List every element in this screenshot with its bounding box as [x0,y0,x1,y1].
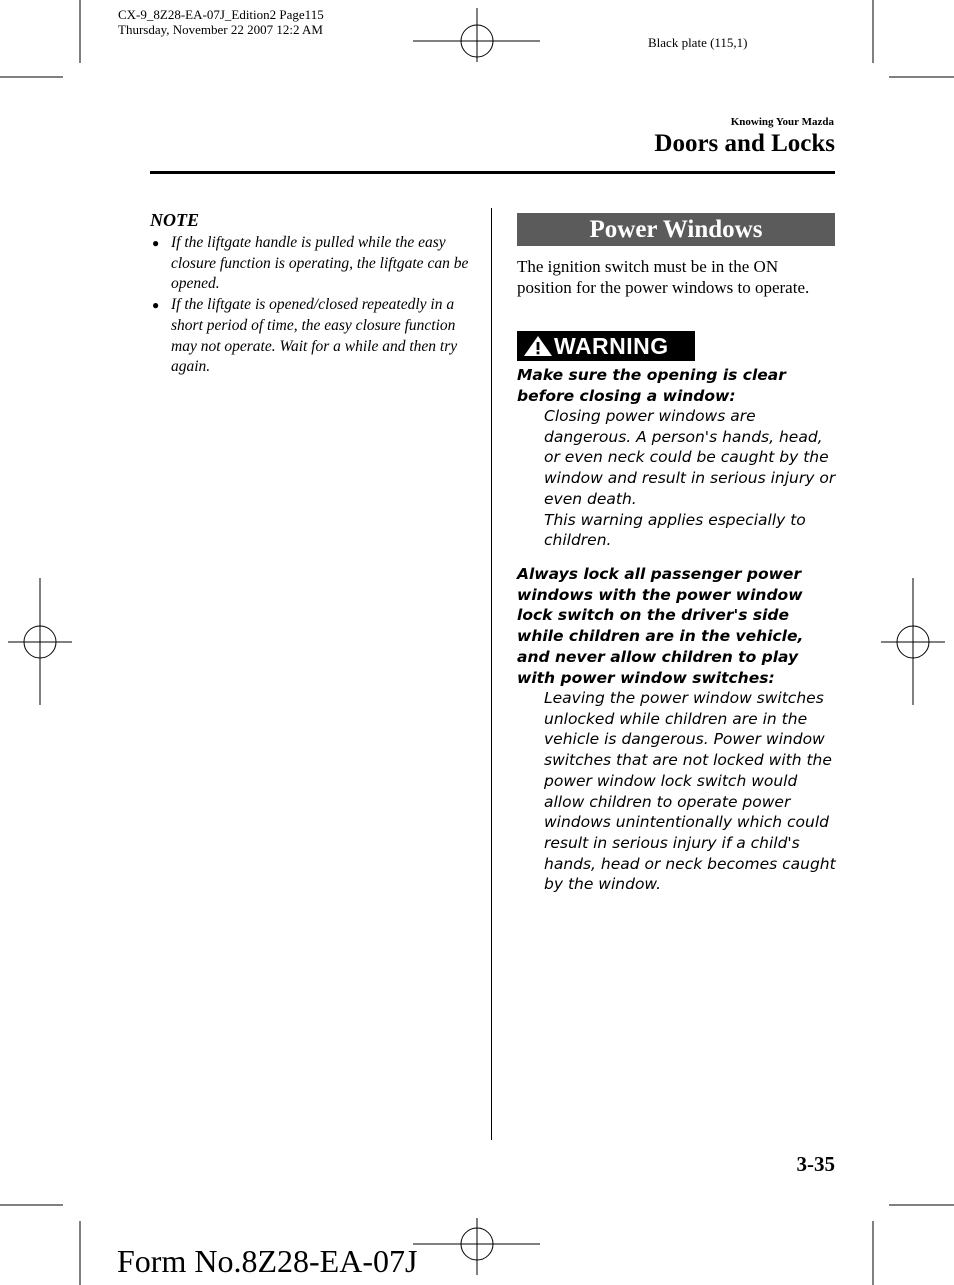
bullet-icon: ● [152,298,160,313]
warning-label-box [517,331,695,361]
note-item-text: If the liftgate is opened/closed repeatedly in a short period of time, the easy closure function may not operate. Wait for a while and then try again. [171,296,458,376]
section-title-bar: Power Windows [517,213,835,246]
section-name: Knowing Your Mazda [730,116,834,128]
warning-body [544,406,836,551]
warning-body-text: This warning applies especially to children. [544,510,806,550]
intro-paragraph: The ignition switch must be in the ON position for the power windows to operate. [517,257,810,297]
warning-triangle-icon [523,335,553,357]
page-number: 3-35 [796,1152,835,1176]
chapter-title: Doors and Locks [654,130,835,157]
note-title: NOTE [150,210,199,230]
note-item [150,233,470,295]
warning-heading: Always lock all passenger power windows with the power window lock switch on the driver's side while children are in the vehicle, and never allow children to play with power window switches: [517,565,804,687]
column-divider [491,208,492,1140]
note-list [150,233,470,378]
warning-body-text: Closing power windows are dangerous. A person's hands, head, or even neck could be caught by the window and result in serious injury or even death. [544,407,836,508]
warning-body-text: Leaving the power window switches unlocked while children are in the vehicle is dangerous. Power window switches that are not locked with the power window lock switch would allow children to operate power windows unintentionally which could result in serious injury if a child's hands, head or neck becomes caught by the window. [544,689,836,894]
header-rule [150,171,835,174]
warning-body [544,688,836,895]
plate-label: Black plate (115,1) [648,35,748,50]
bullet-icon: ● [152,236,160,250]
warning-heading: Make sure the opening is clear before closing a window: [517,366,786,405]
note-item-text: If the liftgate handle is pulled while the easy closure function is operating, the liftgate can be opened. [171,234,469,293]
slug-line-2: Thursday, November 22 2007 12:2 AM [118,22,323,37]
form-number: Form No.8Z28-EA-07J [117,1243,418,1279]
note-item [150,295,470,378]
warning-label: WARNING [554,333,669,359]
slug-line-1: CX-9_8Z28-EA-07J_Edition2 Page115 [118,7,324,22]
